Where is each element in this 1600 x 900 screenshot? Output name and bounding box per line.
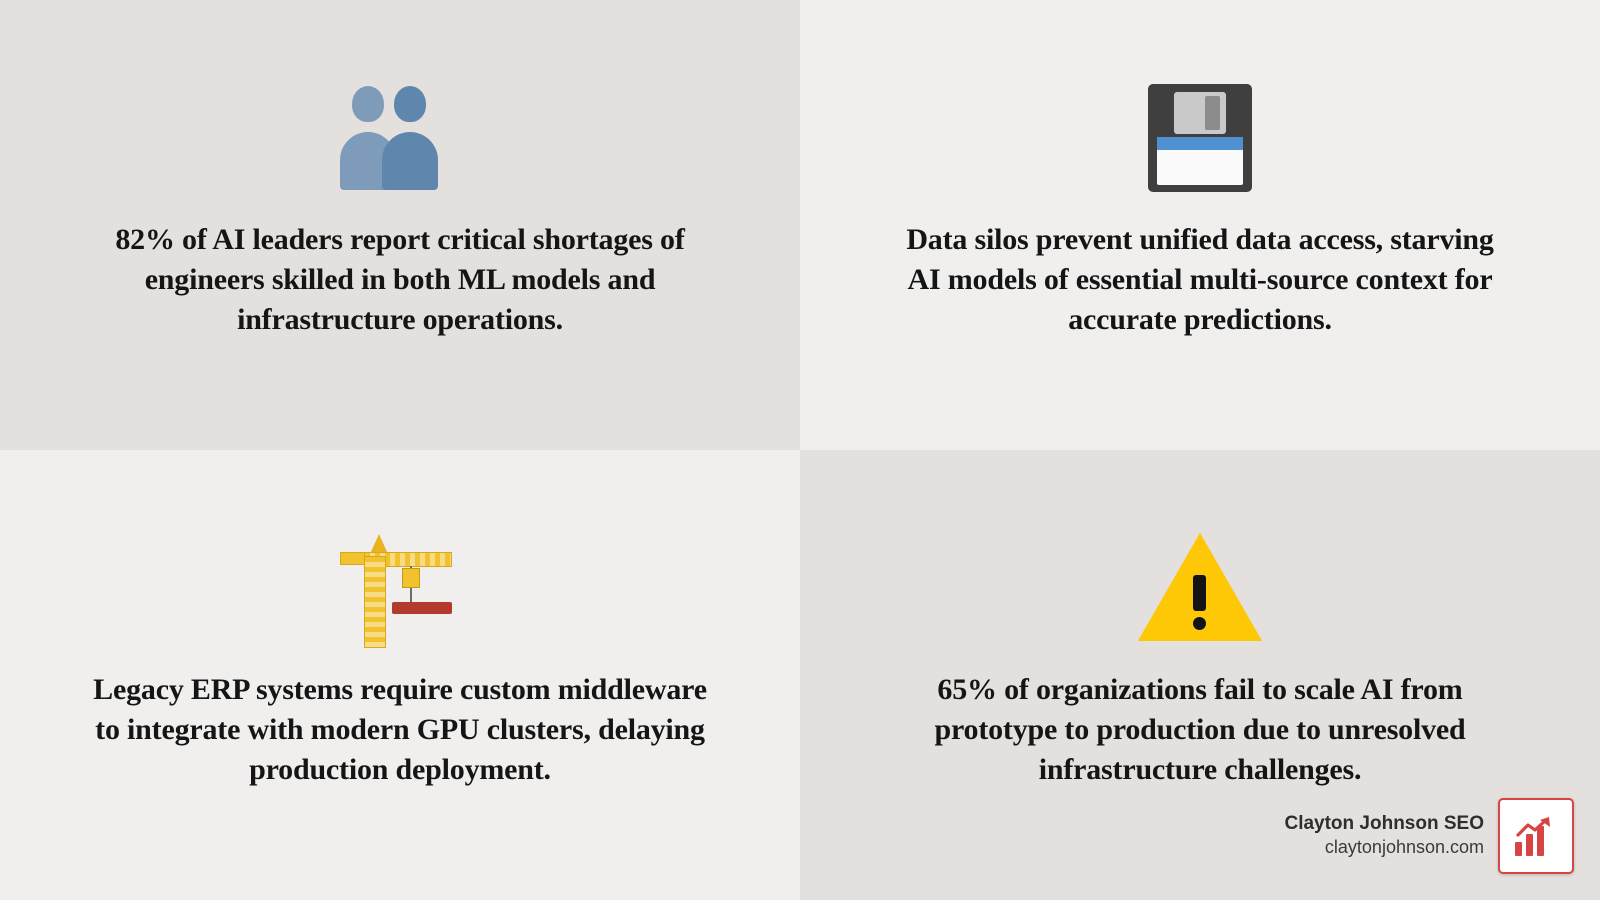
- two-people-icon: [340, 78, 460, 198]
- panel-scaling-failure: [800, 450, 1600, 900]
- brand-url: claytonjohnson.com: [1324, 837, 1484, 858]
- panel-text: 82% of AI leaders report critical shortages of engineers skilled in both ML models and infrastructure operations.: [115, 223, 685, 337]
- panel-text: Legacy ERP systems require custom middleware to integrate with modern GPU clusters, delaying production deployment.: [93, 673, 707, 787]
- construction-crane-icon: [336, 528, 464, 648]
- bar-chart-growth-icon: [1498, 798, 1574, 874]
- branding: [1284, 798, 1574, 874]
- panel-legacy-erp: [0, 450, 800, 900]
- warning-triangle-icon: [1138, 528, 1262, 648]
- up-arrow-icon: [1516, 817, 1554, 837]
- panel-text: Data silos prevent unified data access, starving AI models of essential multi-source context for accurate predictions.: [906, 223, 1494, 337]
- panel-data-silos: [800, 0, 1600, 450]
- panel-talent-shortage: [0, 0, 800, 450]
- brand-name: Clayton Johnson SEO: [1284, 813, 1484, 835]
- floppy-disk-icon: [1148, 78, 1252, 198]
- panel-text: 65% of organizations fail to scale AI from prototype to production due to unresolved infrastructure challenges.: [934, 673, 1466, 787]
